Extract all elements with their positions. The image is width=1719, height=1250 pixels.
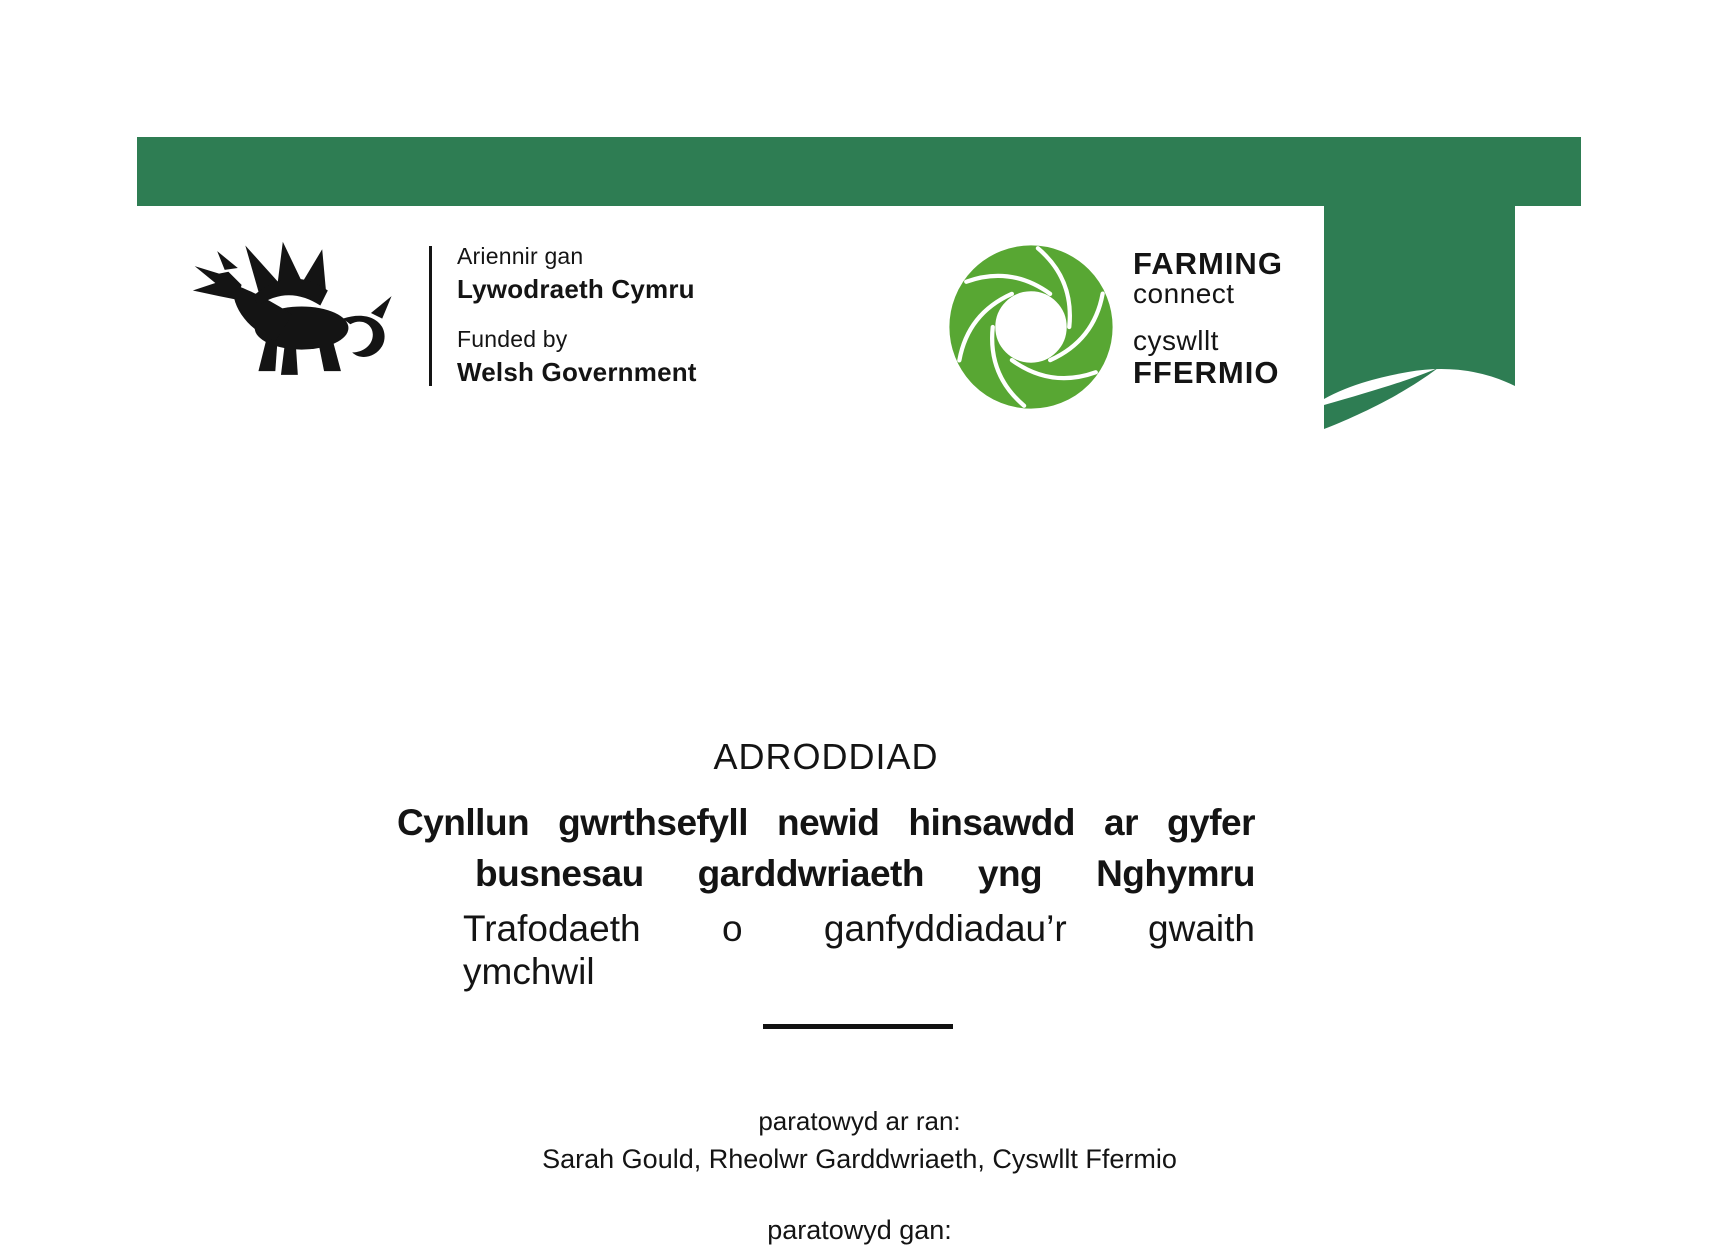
prepared-for-label: paratowyd ar ran:: [758, 1106, 961, 1136]
farming-connect-logo: [946, 228, 1366, 428]
funded-by-welsh-label: Ariennir gan: [457, 243, 584, 269]
farming-connect-name-cy-line2: FFERMIO: [1133, 354, 1280, 390]
report-subtitle-line2: ymchwil: [463, 950, 595, 992]
farming-connect-name-cy-line1: cyswllt: [1133, 325, 1219, 357]
report-title-line2: busnesau garddwriaeth yng Nghymru: [475, 852, 1255, 894]
farming-connect-name-en-line2: connect: [1133, 278, 1235, 309]
logo-divider: [429, 246, 432, 386]
title-divider-rule: [763, 1024, 953, 1029]
cover-title-block: [397, 736, 1255, 1029]
report-kicker: ADRODDIAD: [713, 736, 939, 777]
prepared-block: [0, 1106, 1719, 1246]
welsh-government-name-cy: Lywodraeth Cymru: [457, 273, 695, 304]
report-subtitle-line1: Trafodaeth o ganfyddiadau’r gwaith: [463, 907, 1255, 949]
report-title-line1: Cynllun gwrthsefyll newid hinsawdd ar gyfer: [397, 802, 1255, 843]
farming-connect-swirl-icon: [946, 242, 1116, 412]
welsh-government-logo: [185, 228, 705, 398]
prepared-for-name: Sarah Gould, Rheolwr Garddwriaeth, Cyswllt Ffermio: [542, 1144, 1177, 1174]
prepared-by-label: paratowyd gan:: [767, 1215, 952, 1245]
welsh-dragon-icon: [185, 238, 405, 388]
funded-by-english-label: Funded by: [457, 326, 568, 353]
farming-connect-name-en-line1: FARMING: [1133, 246, 1283, 281]
welsh-government-name-en: Welsh Government: [457, 357, 697, 387]
header-bar: [137, 137, 1581, 206]
